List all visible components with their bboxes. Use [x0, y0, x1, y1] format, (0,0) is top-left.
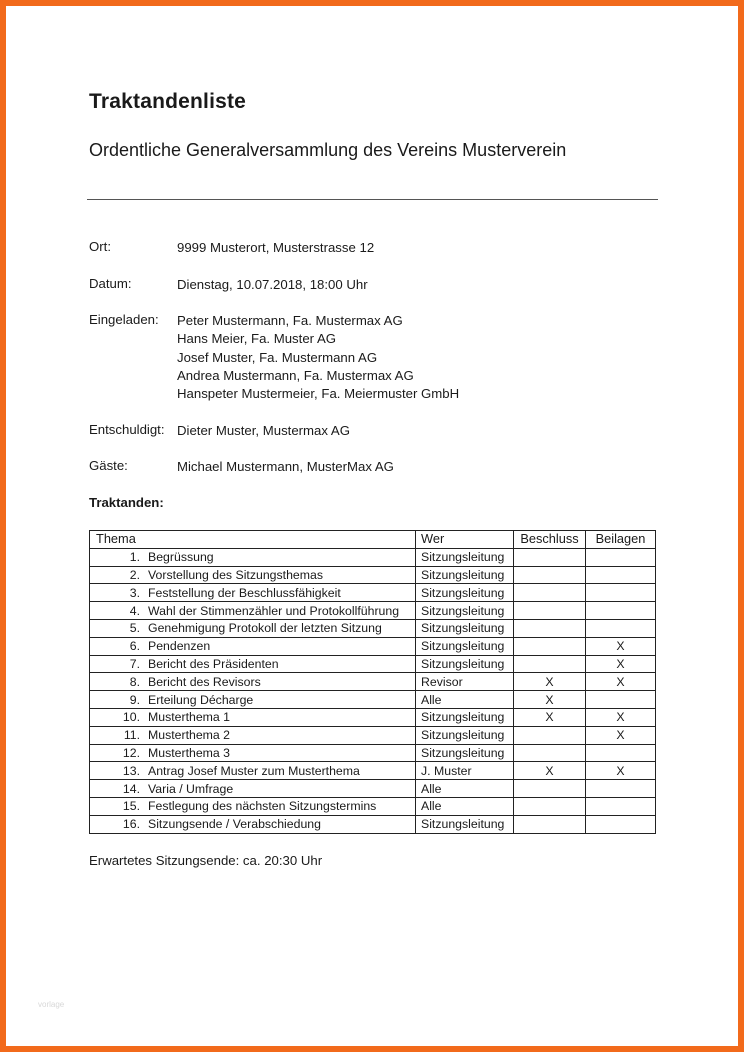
cell-beilagen: X [586, 637, 656, 655]
meta-value-entschuldigt: Dieter Muster, Mustermax AG [177, 423, 350, 438]
cell-beschluss [514, 584, 586, 602]
cell-beilagen: X [586, 673, 656, 691]
table-row [90, 655, 656, 673]
cell-thema [90, 780, 416, 798]
meta-label-ort: Ort: [89, 239, 111, 254]
cell-thema [90, 691, 416, 709]
cell-wer: Alle [416, 780, 514, 798]
cell-beilagen [586, 602, 656, 620]
item-topic: Festlegung des nächsten Sitzungstermins [148, 799, 377, 814]
cell-thema [90, 797, 416, 815]
item-topic: Varia / Umfrage [148, 781, 234, 796]
item-number: 12. [122, 745, 140, 760]
column-header-beschluss: Beschluss [514, 531, 586, 549]
column-header-beilagen: Beilagen [586, 531, 656, 549]
table-row [90, 548, 656, 566]
item-number: 11. [123, 728, 140, 743]
item-number: 4. [129, 603, 140, 618]
cell-beschluss [514, 726, 586, 744]
traktanden-heading: Traktanden: [89, 495, 164, 510]
item-number: 10. [122, 710, 140, 725]
table-row [90, 691, 656, 709]
item-topic: Wahl der Stimmenzähler und Protokollführung [148, 603, 400, 618]
cell-wer: Sitzungsleitung [416, 726, 514, 744]
item-topic: Bericht des Präsidenten [148, 656, 279, 671]
agenda-table [89, 530, 656, 834]
item-number: 13. [122, 763, 140, 778]
column-header-wer: Wer [416, 531, 514, 549]
cell-thema [90, 619, 416, 637]
item-number: 3. [129, 585, 140, 600]
column-header-thema: Thema [90, 531, 416, 549]
agenda-body [90, 548, 656, 833]
invitee-item: Andrea Mustermann, Fa. Mustermax AG [177, 367, 414, 383]
watermark: vorlage [38, 1000, 65, 1009]
item-topic: Antrag Josef Muster zum Musterthema [148, 763, 360, 778]
horizontal-rule [87, 199, 658, 200]
item-number: 8. [129, 674, 140, 689]
item-number: 1. [129, 550, 140, 565]
cell-thema [90, 602, 416, 620]
item-topic: Sitzungsende / Verabschiedung [148, 817, 321, 832]
invitee-item: Hans Meier, Fa. Muster AG [177, 331, 337, 347]
table-row [90, 780, 656, 798]
cell-beilagen [586, 691, 656, 709]
meta-label-eingeladen: Eingeladen: [89, 312, 159, 327]
item-topic: Vorstellung des Sitzungsthemas [148, 567, 323, 582]
cell-wer: Sitzungsleitung [416, 548, 514, 566]
meta-label-gaeste: Gäste: [89, 458, 128, 473]
item-topic: Musterthema 2 [148, 728, 231, 743]
cell-wer: Sitzungsleitung [416, 637, 514, 655]
table-row [90, 726, 656, 744]
cell-beschluss [514, 566, 586, 584]
cell-beilagen [586, 797, 656, 815]
cell-beilagen [586, 815, 656, 833]
cell-wer: Sitzungsleitung [416, 584, 514, 602]
meta-value-ort: 9999 Musterort, Musterstrasse 12 [177, 240, 375, 255]
item-number: 15. [122, 799, 140, 814]
item-number: 5. [129, 621, 140, 636]
cell-wer: Sitzungsleitung [416, 655, 514, 673]
cell-wer: Sitzungsleitung [416, 708, 514, 726]
table-row [90, 708, 656, 726]
expected-end-note: Erwartetes Sitzungsende: ca. 20:30 Uhr [89, 853, 323, 868]
invitee-list [177, 312, 459, 403]
table-row [90, 637, 656, 655]
cell-beschluss [514, 815, 586, 833]
cell-thema [90, 548, 416, 566]
cell-thema [90, 744, 416, 762]
item-number: 7. [129, 656, 140, 671]
item-number: 16. [122, 817, 140, 832]
cell-thema [90, 815, 416, 833]
cell-thema [90, 673, 416, 691]
cell-beilagen [586, 566, 656, 584]
cell-thema [90, 762, 416, 780]
cell-beilagen: X [586, 708, 656, 726]
invitee-item: Hanspeter Mustermeier, Fa. Meiermuster GmbH [177, 386, 460, 402]
item-topic: Musterthema 1 [148, 710, 231, 725]
invitee-item: Peter Mustermann, Fa. Mustermax AG [177, 313, 403, 328]
item-number: 2. [129, 567, 140, 582]
cell-beilagen [586, 619, 656, 637]
meta-value-datum: Dienstag, 10.07.2018, 18:00 Uhr [177, 277, 368, 292]
table-header-row [90, 531, 656, 549]
item-topic: Bericht des Revisors [148, 674, 261, 689]
cell-beilagen: X [586, 762, 656, 780]
cell-wer: Sitzungsleitung [416, 619, 514, 637]
document-title: Traktandenliste [89, 90, 247, 113]
cell-beschluss [514, 619, 586, 637]
table-row [90, 815, 656, 833]
table-row [90, 762, 656, 780]
cell-beschluss: X [514, 673, 586, 691]
cell-wer: Sitzungsleitung [416, 744, 514, 762]
cell-beilagen [586, 584, 656, 602]
cell-wer: Sitzungsleitung [416, 815, 514, 833]
cell-beschluss [514, 655, 586, 673]
table-row [90, 602, 656, 620]
item-number: 14. [122, 781, 140, 796]
table-row [90, 797, 656, 815]
item-topic: Genehmigung Protokoll der letzten Sitzung [148, 621, 382, 636]
table-row [90, 619, 656, 637]
cell-beschluss [514, 548, 586, 566]
item-topic: Musterthema 3 [148, 745, 231, 760]
meta-label-entschuldigt: Entschuldigt: [89, 422, 165, 437]
cell-beschluss [514, 780, 586, 798]
cell-thema [90, 655, 416, 673]
item-number: 9. [129, 692, 140, 707]
item-topic: Begrüssung [148, 550, 214, 565]
cell-beilagen: X [586, 726, 656, 744]
meta-label-datum: Datum: [89, 276, 132, 291]
table-row [90, 566, 656, 584]
item-number: 6. [129, 639, 140, 654]
cell-thema [90, 584, 416, 602]
cell-wer: J. Muster [416, 762, 514, 780]
item-topic: Erteilung Décharge [148, 692, 254, 707]
cell-beschluss [514, 797, 586, 815]
cell-wer: Alle [416, 797, 514, 815]
cell-thema [90, 637, 416, 655]
cell-thema [90, 566, 416, 584]
document-subtitle: Ordentliche Generalversammlung des Vereins Musterverein [89, 140, 567, 160]
invitee-item: Josef Muster, Fa. Mustermann AG [177, 349, 378, 365]
cell-wer: Sitzungsleitung [416, 566, 514, 584]
cell-beschluss: X [514, 708, 586, 726]
cell-beschluss [514, 744, 586, 762]
table-row [90, 673, 656, 691]
item-topic: Feststellung der Beschlussfähigkeit [148, 585, 341, 600]
item-topic: Pendenzen [148, 639, 211, 654]
cell-wer: Sitzungsleitung [416, 602, 514, 620]
cell-beschluss: X [514, 762, 586, 780]
meta-value-gaeste: Michael Mustermann, MusterMax AG [177, 459, 394, 474]
cell-beilagen [586, 744, 656, 762]
table-row [90, 744, 656, 762]
cell-thema [90, 726, 416, 744]
cell-thema [90, 708, 416, 726]
cell-wer: Alle [416, 691, 514, 709]
table-row [90, 584, 656, 602]
cell-beilagen: X [586, 655, 656, 673]
cell-beschluss [514, 637, 586, 655]
cell-beschluss: X [514, 691, 586, 709]
cell-beilagen [586, 780, 656, 798]
cell-beschluss [514, 602, 586, 620]
cell-beilagen [586, 548, 656, 566]
cell-wer: Revisor [416, 673, 514, 691]
